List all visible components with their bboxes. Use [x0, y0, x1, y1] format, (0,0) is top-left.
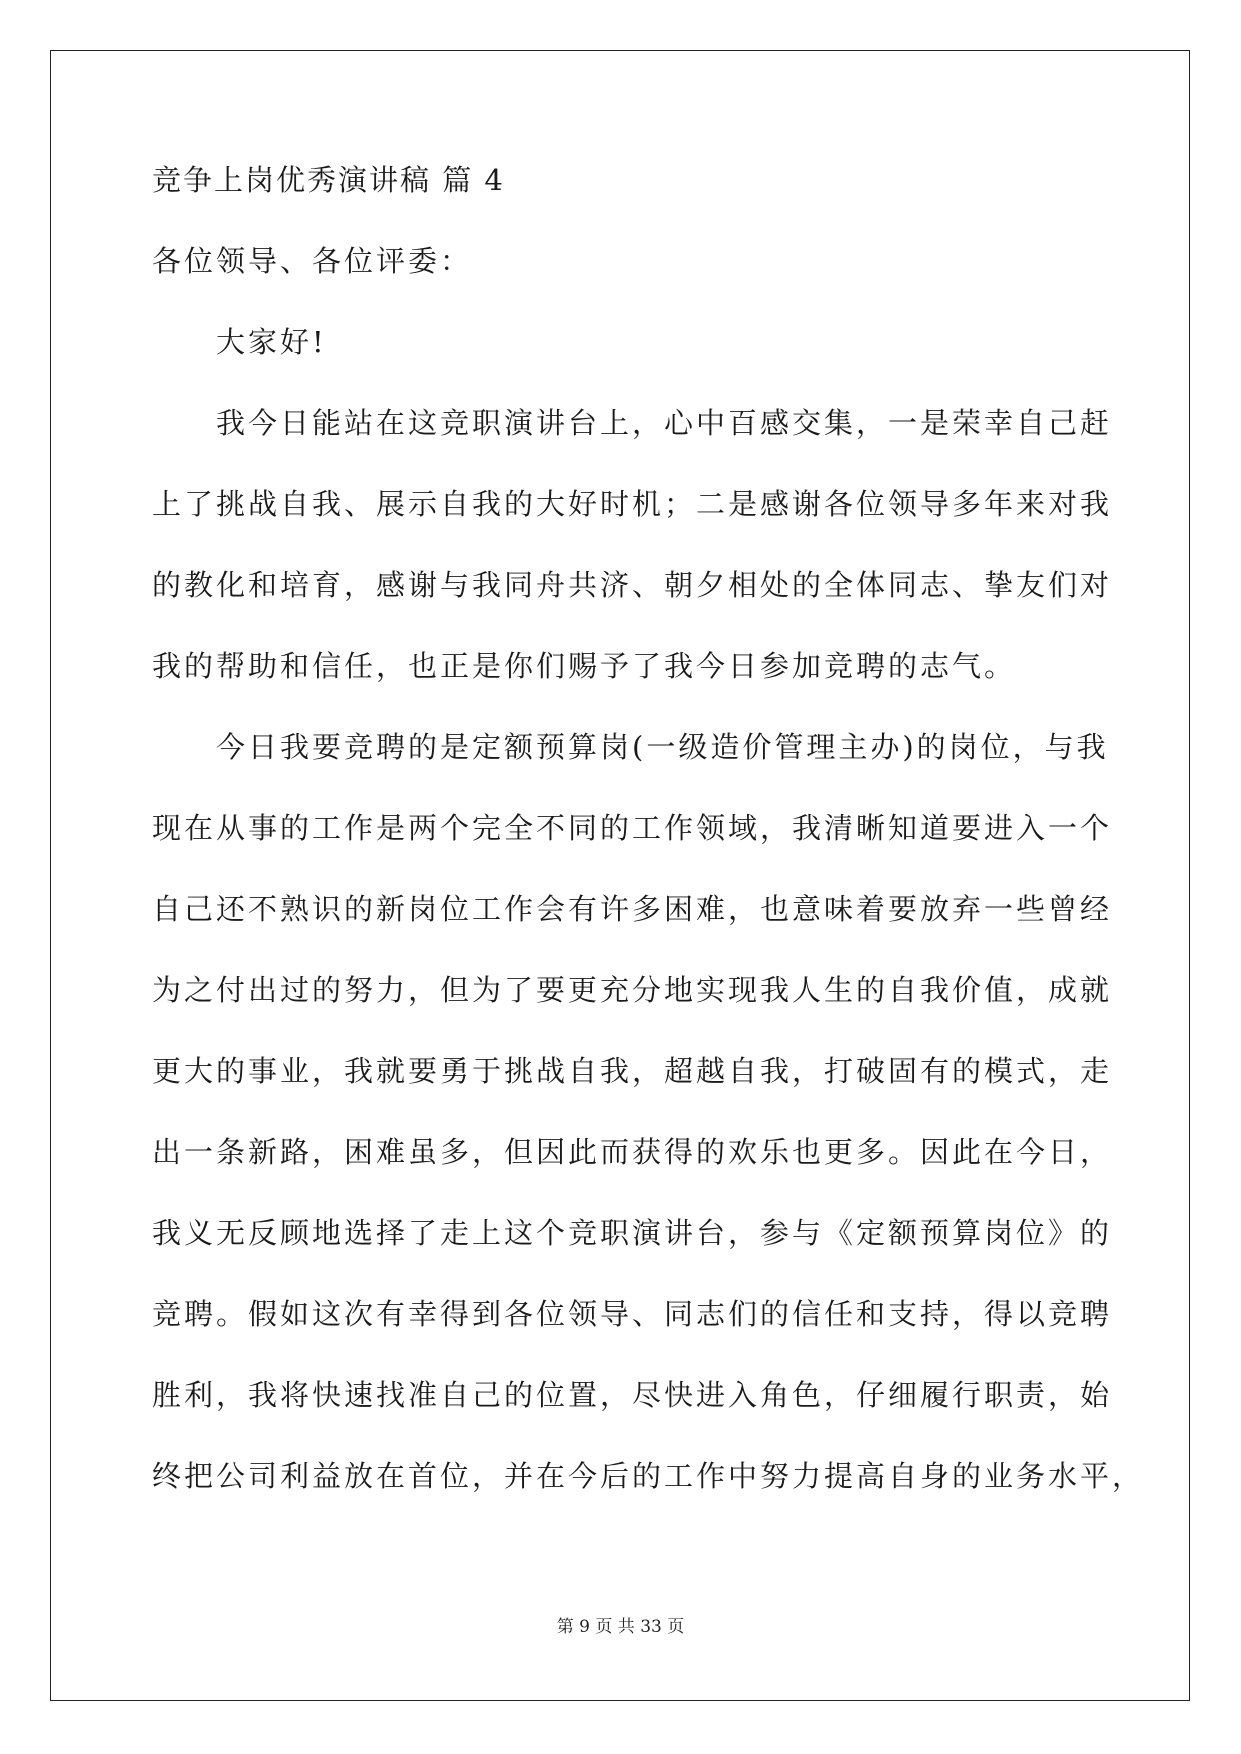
- text-line: 自己还不熟识的新岗位工作会有许多困难，也意味着要放弃一些曾经: [152, 892, 1113, 926]
- text-line: 今日我要竞聘的是定额预算岗(一级造价管理主办)的岗位，与我: [216, 730, 1109, 764]
- document-title: 竞争上岗优秀演讲稿 篇 4: [152, 163, 505, 197]
- text-line: 出一条新路，困难虽多，但因此而获得的欢乐也更多。因此在今日，: [152, 1135, 1113, 1169]
- text-line: 终把公司利益放在首位，并在今后的工作中努力提高自身的业务水平，: [152, 1459, 1145, 1493]
- text-line: 胜利，我将快速找准自己的位置，尽快进入角色，仔细履行职责，始: [152, 1378, 1113, 1412]
- paragraph-1: [152, 403, 1113, 727]
- document-body: [152, 160, 1145, 1537]
- text-line: 我义无反顾地选择了走上这个竞职演讲台，参与《定额预算岗位》的: [152, 1216, 1113, 1250]
- text-line: 为之付出过的努力，但为了要更充分地实现我人生的自我价值，成就: [152, 973, 1113, 1007]
- paragraph-2: [152, 727, 1145, 1537]
- text-line: 我的帮助和信任，也正是你们赐予了我今日参加竞聘的志气。: [152, 649, 1017, 683]
- text-line: 现在从事的工作是两个完全不同的工作领域，我清晰知道要进入一个: [152, 811, 1113, 845]
- page-number: 第 9 页 共 33 页: [556, 1617, 685, 1637]
- text-line: 的教化和培育，感谢与我同舟共济、朝夕相处的全体同志、挚友们对: [152, 568, 1113, 602]
- salutation: 各位领导、各位评委：: [152, 244, 473, 278]
- text-line: 上了挑战自我、展示自我的大好时机；二是感谢各位领导多年来对我: [152, 487, 1113, 521]
- text-line: 更大的事业，我就要勇于挑战自我，超越自我，打破固有的模式，走: [152, 1054, 1113, 1088]
- greeting: 大家好!: [216, 325, 327, 359]
- text-line: 我今日能站在这竞职演讲台上，心中百感交集，一是荣幸自己赶: [216, 406, 1113, 440]
- text-line: 竞聘。假如这次有幸得到各位领导、同志们的信任和支持，得以竞聘: [152, 1297, 1113, 1331]
